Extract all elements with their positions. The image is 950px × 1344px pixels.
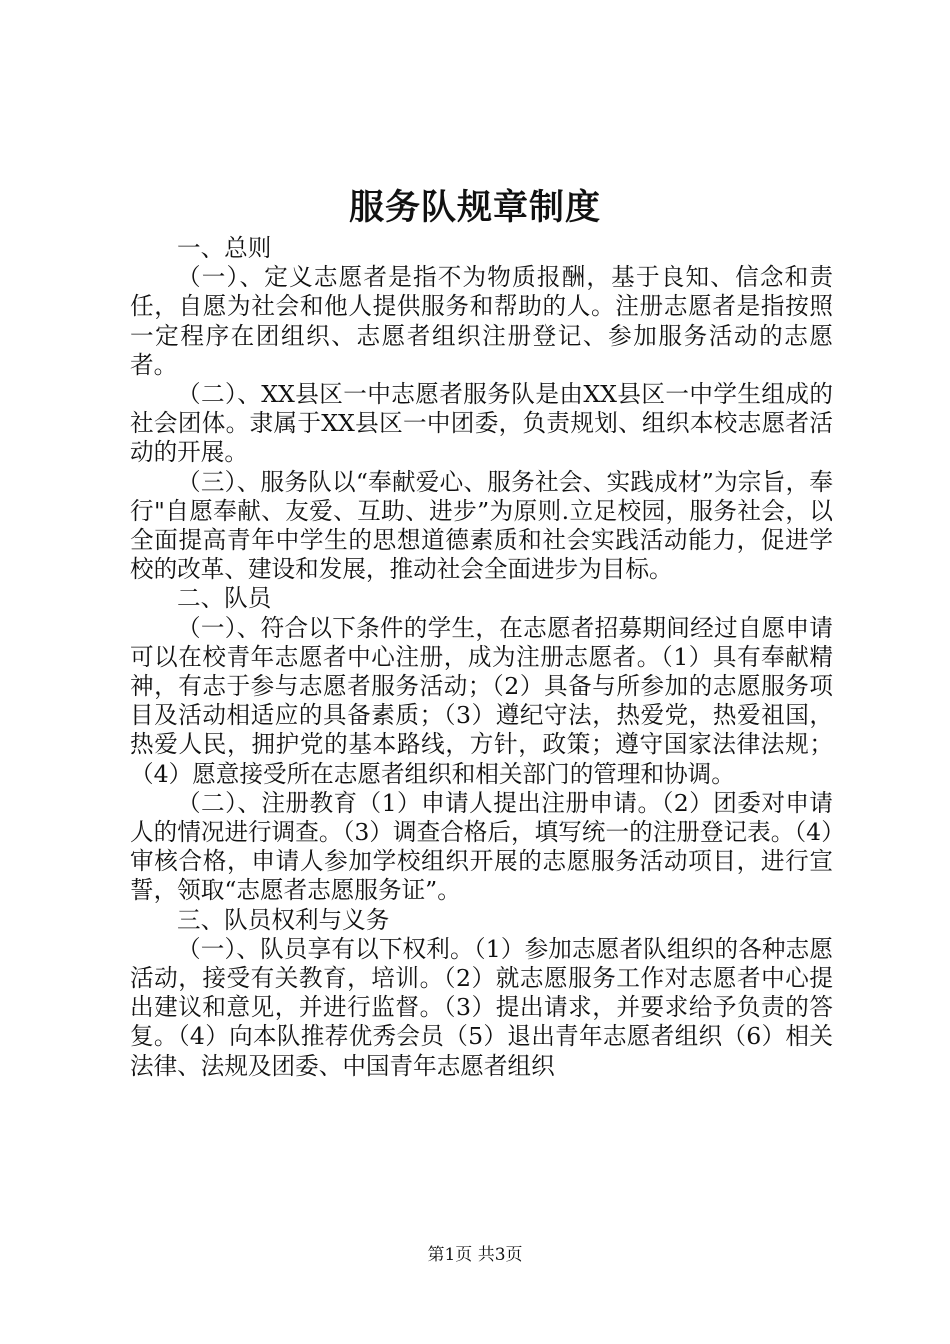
paragraph-registration: （二）、注册教育（1）申请人提出注册申请。（2）团委对申请人的情况进行调查。（3）调查合格后，填写统一的注册登记表。（4）审核合格，申请人参加学校组织开展的志愿服务活动项目，进行宣誓，领取“志愿者志愿服务证”。: [130, 788, 833, 905]
paragraph-team-nature: （二）、XX县区一中志愿者服务队是由XX县区一中学生组成的社会团体。隶属于XX县区一中团委，负责规划、组织本校志愿者活动的开展。: [130, 380, 833, 467]
document-body: [130, 234, 833, 1081]
page-footer: 第1页 共3页: [427, 1245, 523, 1265]
paragraph-member-rights: （一）、队员享有以下权利。（1）参加志愿者队组织的各种志愿活动，接受有关教育，培训。（2）就志愿服务工作对志愿者中心提出建议和意见，并进行监督。（3）提出请求，并要求给予负责的答复。（4）向本队推荐优秀会员（5）退出青年志愿者组织（6）相关法律、法规及团委、中国青年志愿者组织: [130, 934, 833, 1080]
paragraph-definition: （一）、定义志愿者是指不为物质报酬，基于良知、信念和责任，自愿为社会和他人提供服务和帮助的人。注册志愿者是指按照一定程序在团组织、志愿者组织注册登记、参加服务活动的志愿者。: [130, 263, 833, 379]
paragraph-member-conditions: （一）、符合以下条件的学生，在志愿者招募期间经过自愿申请可以在校青年志愿者中心注册，成为注册志愿者。（1）具有奉献精神，有志于参与志愿者服务活动；（2）具备与所参加的志愿服务项目及活动相适应的具备素质；（3）遵纪守法，热爱党，热爱祖国，热爱人民，拥护党的基本路线，方针，政策；遵守国家法律法规；（4）愿意接受所在志愿者组织和相关部门的管理和协调。: [130, 613, 833, 788]
document-title: 服务队规章制度: [348, 188, 601, 228]
section-heading-members: 二、队员: [177, 584, 272, 613]
section-heading-general: 一、总则: [177, 234, 272, 262]
section-heading-rights-duties: 三、队员权利与义务: [177, 905, 390, 934]
paragraph-purpose: （三）、服务队以“奉献爱心、服务社会、实践成材”为宗旨，奉行"自愿奉献、友爱、互助、进步”为原则.立足校园，服务社会，以全面提高青年中学生的思想道德素质和社会实践活动能力，促进学校的改革、建设和发展，推动社会全面进步为目标。: [130, 467, 833, 584]
